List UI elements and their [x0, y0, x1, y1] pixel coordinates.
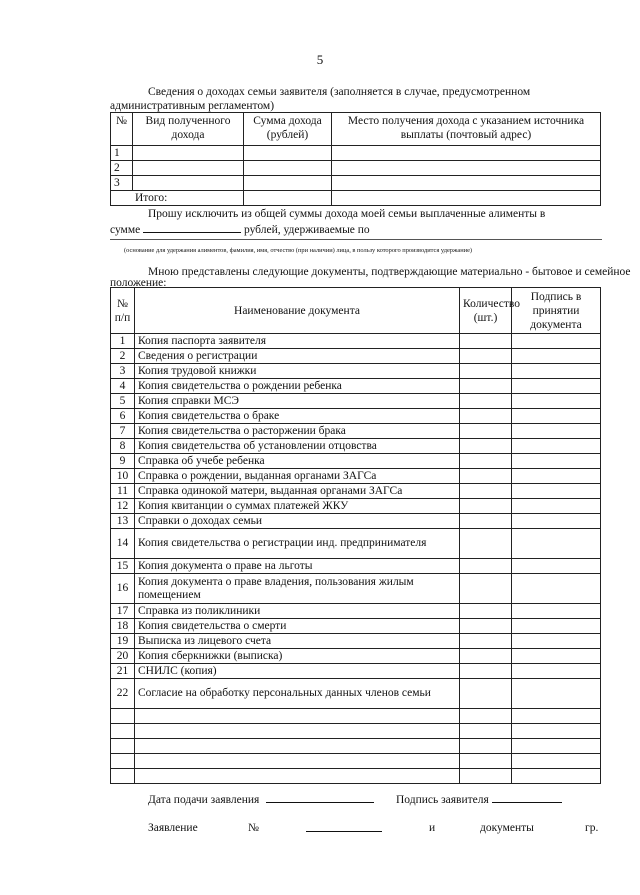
document-signature-cell[interactable] [512, 724, 601, 739]
document-row-number: 2 [111, 349, 135, 364]
document-quantity-cell[interactable] [460, 364, 512, 379]
income-cell[interactable] [133, 176, 244, 191]
document-row-number: 7 [111, 424, 135, 439]
document-signature-cell[interactable] [512, 439, 601, 454]
document-signature-cell[interactable] [512, 454, 601, 469]
document-row [111, 349, 601, 364]
document-signature-cell[interactable] [512, 619, 601, 634]
document-row [111, 739, 601, 754]
document-row-name: Копия справки МСЭ [135, 394, 460, 409]
income-cell[interactable] [332, 176, 601, 191]
documents-table [110, 287, 601, 784]
document-quantity-cell[interactable] [460, 334, 512, 349]
alimony-amount-blank[interactable] [143, 221, 241, 233]
document-row-number: 19 [111, 634, 135, 649]
income-cell[interactable] [133, 161, 244, 176]
document-row-name: Копия свидетельства об установлении отцовства [135, 439, 460, 454]
document-signature-cell[interactable] [512, 679, 601, 709]
document-signature-cell[interactable] [512, 739, 601, 754]
document-quantity-cell[interactable] [460, 709, 512, 724]
document-quantity-cell[interactable] [460, 499, 512, 514]
document-row-name: Согласие на обработку персональных данных членов семьи [135, 679, 460, 709]
document-signature-cell[interactable] [512, 349, 601, 364]
document-row-name: Копия документа о праве на льготы [135, 559, 460, 574]
income-total-cell[interactable] [244, 191, 332, 206]
document-row-name: Справки о доходах семьи [135, 514, 460, 529]
document-row [111, 559, 601, 574]
document-quantity-cell[interactable] [460, 769, 512, 784]
document-row-number [111, 724, 135, 739]
date-label: Дата подачи заявления [148, 794, 260, 806]
document-row-number: 5 [111, 394, 135, 409]
document-quantity-cell[interactable] [460, 634, 512, 649]
document-row-number: 9 [111, 454, 135, 469]
document-signature-cell[interactable] [512, 664, 601, 679]
document-row-number [111, 709, 135, 724]
document-quantity-cell[interactable] [460, 484, 512, 499]
document-row [111, 424, 601, 439]
document-row-name [135, 709, 460, 724]
income-header-source: Место получения дохода с указанием источника выплаты (почтовый адрес) [332, 113, 601, 146]
document-signature-cell[interactable] [512, 499, 601, 514]
document-row-name: Копия документа о праве владения, пользования жилым помещением [135, 574, 460, 604]
document-quantity-cell[interactable] [460, 649, 512, 664]
document-signature-cell[interactable] [512, 529, 601, 559]
income-header-amount: Сумма дохода (рублей) [244, 113, 332, 146]
document-row [111, 664, 601, 679]
document-row-number: 8 [111, 439, 135, 454]
document-row [111, 619, 601, 634]
statement-number-sign: № [248, 822, 259, 834]
document-quantity-cell[interactable] [460, 619, 512, 634]
document-row-number: 18 [111, 619, 135, 634]
document-row [111, 364, 601, 379]
document-row-name: Копия свидетельства о браке [135, 409, 460, 424]
document-row-number [111, 769, 135, 784]
document-row [111, 574, 601, 604]
document-signature-cell[interactable] [512, 484, 601, 499]
income-row [111, 161, 601, 176]
document-row-number: 6 [111, 409, 135, 424]
document-signature-cell[interactable] [512, 379, 601, 394]
document-row-name: Выписка из лицевого счета [135, 634, 460, 649]
statement-and-word: и [429, 822, 436, 834]
document-row-number: 21 [111, 664, 135, 679]
document-row [111, 379, 601, 394]
document-row-number: 11 [111, 484, 135, 499]
document-row-name: Справка об учебе ребенка [135, 454, 460, 469]
document-row-name: Копия свидетельства о смерти [135, 619, 460, 634]
document-row [111, 394, 601, 409]
income-cell[interactable] [133, 146, 244, 161]
document-row [111, 469, 601, 484]
footer-signature-line [396, 791, 562, 807]
income-header-type: Вид полученного дохода [133, 113, 244, 146]
document-row-number: 4 [111, 379, 135, 394]
document-row [111, 334, 601, 349]
document-row [111, 604, 601, 619]
document-quantity-cell[interactable] [460, 529, 512, 559]
document-signature-cell[interactable] [512, 394, 601, 409]
income-row [111, 176, 601, 191]
income-row-number: 1 [111, 146, 133, 161]
income-cell[interactable] [332, 161, 601, 176]
document-row-number: 16 [111, 574, 135, 604]
income-total-label: Итого: [111, 191, 244, 206]
document-quantity-cell[interactable] [460, 409, 512, 424]
document-row [111, 454, 601, 469]
document-row-name: СНИЛС (копия) [135, 664, 460, 679]
document-row-name: Копия трудовой книжки [135, 364, 460, 379]
document-signature-cell[interactable] [512, 424, 601, 439]
document-signature-cell[interactable] [512, 469, 601, 484]
document-row [111, 529, 601, 559]
document-row-name: Копия свидетельства о регистрации инд. предпринимателя [135, 529, 460, 559]
document-row-name: Справка о рождении, выданная органами ЗАГСа [135, 469, 460, 484]
document-signature-cell[interactable] [512, 634, 601, 649]
document-signature-cell[interactable] [512, 514, 601, 529]
statement-documents-word: документы [480, 822, 534, 834]
document-quantity-cell[interactable] [460, 739, 512, 754]
document-signature-cell[interactable] [512, 559, 601, 574]
income-row-number: 3 [111, 176, 133, 191]
document-row [111, 754, 601, 769]
income-cell[interactable] [332, 146, 601, 161]
document-row-name [135, 739, 460, 754]
income-cell[interactable] [244, 176, 332, 191]
document-row [111, 409, 601, 424]
alimony-line1: Прошу исключить из общей суммы дохода моей семьи выплаченные алименты в [148, 208, 546, 220]
document-quantity-cell[interactable] [460, 379, 512, 394]
income-row [111, 146, 601, 161]
statement-number-blank[interactable] [306, 831, 382, 832]
document-signature-cell[interactable] [512, 364, 601, 379]
date-blank[interactable] [266, 791, 374, 803]
docs-header-signature: Подпись в принятии документа [512, 288, 601, 334]
document-signature-cell[interactable] [512, 649, 601, 664]
document-signature-cell[interactable] [512, 409, 601, 424]
document-quantity-cell[interactable] [460, 604, 512, 619]
document-row-name: Копия паспорта заявителя [135, 334, 460, 349]
document-quantity-cell[interactable] [460, 754, 512, 769]
document-row [111, 769, 601, 784]
document-quantity-cell[interactable] [460, 664, 512, 679]
alimony-rubles-text: рублей, удерживаемые по [243, 224, 370, 236]
document-row [111, 499, 601, 514]
docs-header-name: Наименование документа [135, 288, 460, 334]
document-row-name: Справка одинокой матери, выданная органами ЗАГСа [135, 484, 460, 499]
document-quantity-cell[interactable] [460, 424, 512, 439]
document-quantity-cell[interactable] [460, 469, 512, 484]
document-row [111, 679, 601, 709]
income-intro-line1: Сведения о доходах семьи заявителя (заполняется в случае, предусмотренном [148, 86, 531, 98]
alimony-note: (основание для удержания алиментов, фамилия, имя, отчество (при наличии) лица, в пользу которого производится удержание) [124, 247, 473, 254]
income-cell[interactable] [244, 146, 332, 161]
alimony-basis-line[interactable] [110, 239, 602, 240]
document-row-name [135, 724, 460, 739]
document-quantity-cell[interactable] [460, 394, 512, 409]
document-quantity-cell[interactable] [460, 724, 512, 739]
document-row-name: Сведения о регистрации [135, 349, 460, 364]
document-row-name [135, 769, 460, 784]
document-signature-cell[interactable] [512, 604, 601, 619]
document-quantity-cell[interactable] [460, 679, 512, 709]
statement-word: Заявление [148, 822, 198, 834]
document-row-number: 13 [111, 514, 135, 529]
document-row [111, 649, 601, 664]
document-row-number: 14 [111, 529, 135, 559]
alimony-sum-word: сумме [110, 224, 141, 236]
docs-header-num: № п/п [111, 288, 135, 334]
document-row-number: 3 [111, 364, 135, 379]
document-row-name: Копия сберкнижки (выписка) [135, 649, 460, 664]
document-quantity-cell[interactable] [460, 574, 512, 604]
income-header-num: № [111, 113, 133, 146]
document-quantity-cell[interactable] [460, 454, 512, 469]
income-row-number: 2 [111, 161, 133, 176]
document-row-number [111, 754, 135, 769]
document-signature-cell[interactable] [512, 754, 601, 769]
document-row-name: Копия свидетельства о рождении ребенка [135, 379, 460, 394]
document-row-number: 12 [111, 499, 135, 514]
income-total-cell[interactable] [332, 191, 601, 206]
footer-date-line [148, 791, 374, 807]
signature-blank[interactable] [492, 791, 562, 803]
document-quantity-cell[interactable] [460, 559, 512, 574]
page-number: 5 [316, 52, 324, 67]
income-table [110, 112, 601, 206]
document-row [111, 484, 601, 499]
document-row-number: 20 [111, 649, 135, 664]
signature-label: Подпись заявителя [396, 794, 489, 806]
document-row-number: 15 [111, 559, 135, 574]
document-quantity-cell[interactable] [460, 514, 512, 529]
document-signature-cell[interactable] [512, 769, 601, 784]
statement-year-abbr: гр. [585, 822, 599, 834]
document-row [111, 634, 601, 649]
alimony-line2 [110, 221, 370, 237]
document-row-name [135, 754, 460, 769]
document-row-number: 17 [111, 604, 135, 619]
document-signature-cell[interactable] [512, 709, 601, 724]
docs-header-qty: Количество (шт.) [460, 288, 512, 334]
income-intro-line2: административным регламентом) [110, 100, 275, 112]
document-row-number: 1 [111, 334, 135, 349]
document-row [111, 514, 601, 529]
document-row-name: Справка из поликлиники [135, 604, 460, 619]
document-row-number [111, 739, 135, 754]
document-quantity-cell[interactable] [460, 349, 512, 364]
document-signature-cell[interactable] [512, 574, 601, 604]
document-row-name: Копия свидетельства о расторжении брака [135, 424, 460, 439]
docs-intro-line1: Мною представлены следующие документы, подтверждающие материально - бытовое и семейное [148, 266, 631, 278]
income-cell[interactable] [244, 161, 332, 176]
document-signature-cell[interactable] [512, 334, 601, 349]
document-quantity-cell[interactable] [460, 439, 512, 454]
docs-intro-line2: положение: [110, 277, 167, 289]
document-row [111, 724, 601, 739]
document-row-name: Копия квитанции о суммах платежей ЖКУ [135, 499, 460, 514]
income-total-row [111, 191, 601, 206]
document-row [111, 439, 601, 454]
document-row-number: 10 [111, 469, 135, 484]
document-row-number: 22 [111, 679, 135, 709]
document-row [111, 709, 601, 724]
